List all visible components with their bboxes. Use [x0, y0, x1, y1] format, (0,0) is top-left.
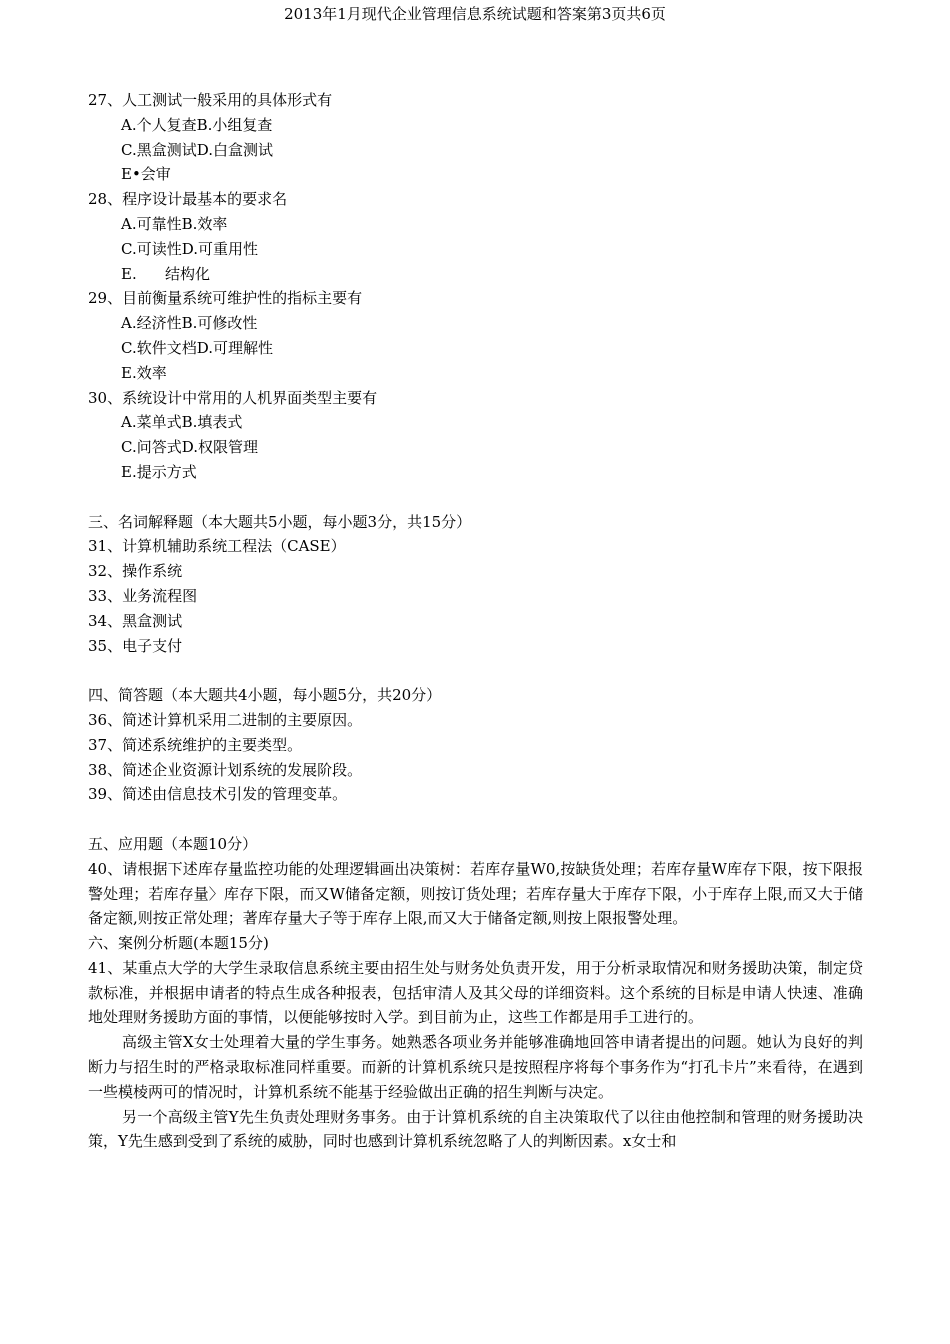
- application-question: 40、请根据下述库存量监控功能的处理逻辑画出决策树：若库存量W0,按缺货处理；若库存量W库存下限，按下限报警处理；若库存量〉库存下限，而又W储备定额，则按订货处理；若库存量大于库存下限，小于库存上限,而又大于储备定额,则按正常处理；著库存量大子等于库存上限,而又大于储备定额,则按上限报警处理。: [88, 859, 863, 928]
- question-28: 28、程序设计最基本的要求名: [88, 190, 288, 209]
- section-title: 四、简答题（本大题共4小题，每小题5分，共20分）: [88, 686, 442, 705]
- option-letter: E.: [121, 264, 137, 283]
- term-item: 34、黑盒测试: [88, 611, 183, 630]
- option-line: C.软件文档D.可理解性: [121, 338, 273, 357]
- option-line: E•会审: [121, 165, 171, 184]
- option-line: A.经济性B.可修改性: [121, 314, 258, 333]
- question-29: 29、目前衡量系统可维护性的指标主要有: [88, 289, 363, 308]
- case-paragraph: 另一个高级主管Y先生负责处理财务事务。由于计算机系统的自主决策取代了以往由他控制和管理的财务援助决策，Y先生感到受到了系统的威胁，同时也感到计算机系统忽略了人的判断因素。x女士和: [88, 1107, 863, 1151]
- page-header: 2013年1月现代企业管理信息系统试题和答案第3页共6页: [284, 5, 666, 23]
- document-body: [88, 88, 863, 1154]
- short-answer-item: 36、简述计算机采用二进制的主要原因。: [88, 710, 363, 729]
- short-answer-item: 38、简述企业资源计划系统的发展阶段。: [88, 760, 363, 779]
- question-27: 27、人工测试一般采用的具体形式有: [88, 91, 333, 109]
- question-30: 30、系统设计中常用的人机界面类型主要有: [88, 388, 378, 407]
- spacer: [88, 807, 863, 832]
- option-line: C.可读性D.可重用性: [121, 239, 258, 258]
- option-line: E.效率: [121, 363, 167, 382]
- option-line: A.可靠性B.效率: [121, 214, 228, 233]
- short-answer-item: 37、简述系统维护的主要类型。: [88, 735, 303, 754]
- spacer: [88, 485, 863, 510]
- option-text: 结构化: [165, 264, 211, 283]
- option-line: C.问答式D.权限管理: [121, 438, 258, 457]
- option-line: E.提示方式: [121, 462, 197, 481]
- term-item: 32、操作系统: [88, 562, 183, 581]
- option-line: A.个人复查B.小组复查: [121, 115, 273, 134]
- section-title: 三、名词解释题（本大题共5小题，每小题3分，共15分）: [88, 512, 472, 531]
- section-title: 五、应用题（本题10分）: [88, 834, 258, 853]
- term-item: 33、业务流程图: [88, 586, 198, 605]
- short-answer-item: 39、简述由信息技术引发的管理变革。: [88, 785, 348, 804]
- term-item: 31、计算机辅助系统工程法（CASE）: [88, 537, 346, 556]
- option-line: A.菜单式B.填表式: [121, 413, 243, 432]
- section-title: 六、案例分析题(本题15分): [88, 934, 269, 953]
- term-item: 35、电子支付: [88, 636, 183, 655]
- spacer: [88, 658, 863, 683]
- case-paragraph: 高级主管X女士处理着大量的学生事务。她熟悉各项业务并能够准确地回答申请者提出的问题。她认为良好的判断力与招生时的严格录取标准同样重要。而新的计算机系统只是按照程序将每个事务作为“打孔卡片”来看待，在遇到一些模棱两可的情况时，计算机系统不能基于经验做出正确的招生判断与决定。: [88, 1033, 863, 1101]
- option-line: C.黑盒测试D.白盒测试: [121, 140, 273, 159]
- option-line: [88, 262, 863, 287]
- case-paragraph: 41、某重点大学的大学生录取信息系统主要由招生处与财务处负责开发，用于分析录取情况和财务援助决策，制定贷款标准，并根据申请者的特点生成各种报表，包括审清人及其父母的详细资料。这个系统的目标是申请人快速、准确地处理财务援助方面的事情，以便能够按时入学。到目前为止，这些工作都是用手工进行的。: [88, 958, 863, 1027]
